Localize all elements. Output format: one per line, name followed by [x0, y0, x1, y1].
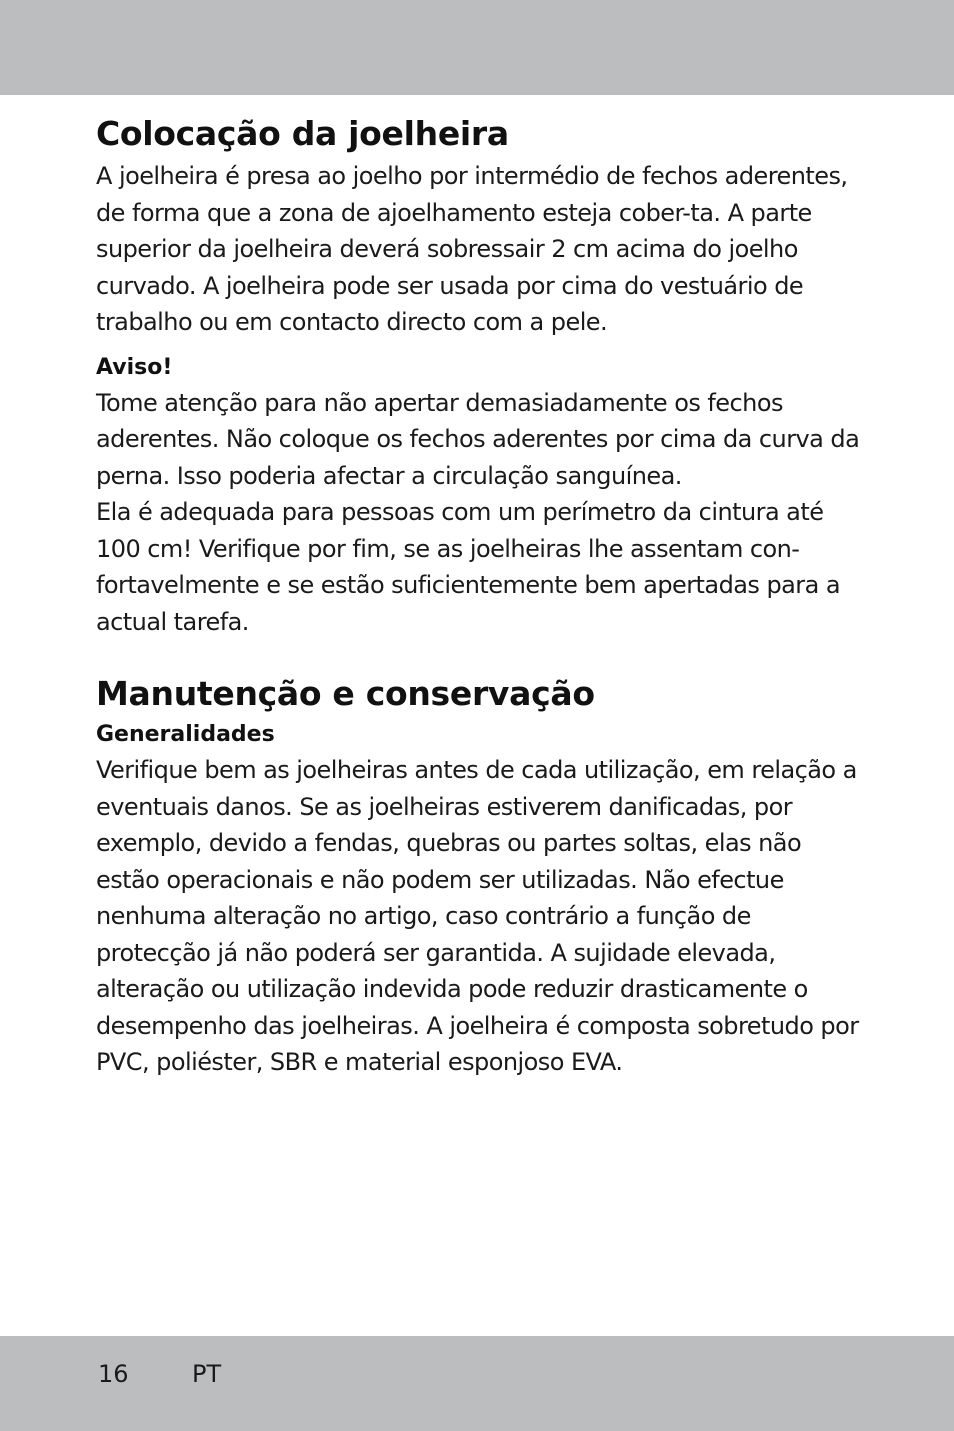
suitability-text: Ela é adequada para pessoas com um perímetro da cintura até 100 cm! Verifique por fim, se as joelheiras lhe assentam con-fortavelmente e se estão suficientemente bem apertadas para a actual tarefa.	[96, 498, 840, 636]
top-band	[0, 0, 954, 95]
warning-title: Aviso!	[96, 354, 173, 380]
general-subheading: Generalidades	[96, 722, 275, 747]
fitting-paragraph: A joelheira é presa ao joelho por intermédio de fechos aderentes, de forma que a zona de ajoelhamento esteja cober-ta. A parte superior da joelheira deverá sobressair 2 cm acima do joelho curvado. A joelheira pode ser usada por cima do vestuário de trabalho ou em contacto directo com a pele.	[96, 162, 848, 336]
maintenance-paragraph: Verifique bem as joelheiras antes de cada utilização, em relação a eventuais danos. Se as joelheiras estiverem danificadas, por exemplo, devido a fendas, quebras ou partes soltas, elas não estão operacionais e não podem ser utilizadas. Não efectue nenhuma alteração no artigo, caso contrário a função de protecção já não poderá ser garantida. A sujidade elevada, alteração ou utilização indevida pode reduzir drasticamente o desempenho das joelheiras. A joelheira é composta sobretudo por PVC, poliéster, SBR e material esponjoso EVA.	[96, 756, 859, 1076]
section-heading-maintenance: Manutenção e conservação	[96, 674, 595, 713]
bottom-band	[0, 1336, 954, 1431]
page-footer	[98, 1356, 222, 1392]
warning-text: Tome atenção para não apertar demasiadamente os fechos aderentes. Não coloque os fechos aderentes por cima da curva da perna. Isso poderia afectar a circulação sanguínea.	[96, 388, 860, 490]
language-code: PT	[192, 1360, 222, 1388]
page-number: 16	[98, 1360, 129, 1388]
page-content	[96, 110, 866, 1081]
section-heading-fitting: Colocação da joelheira	[96, 114, 509, 153]
